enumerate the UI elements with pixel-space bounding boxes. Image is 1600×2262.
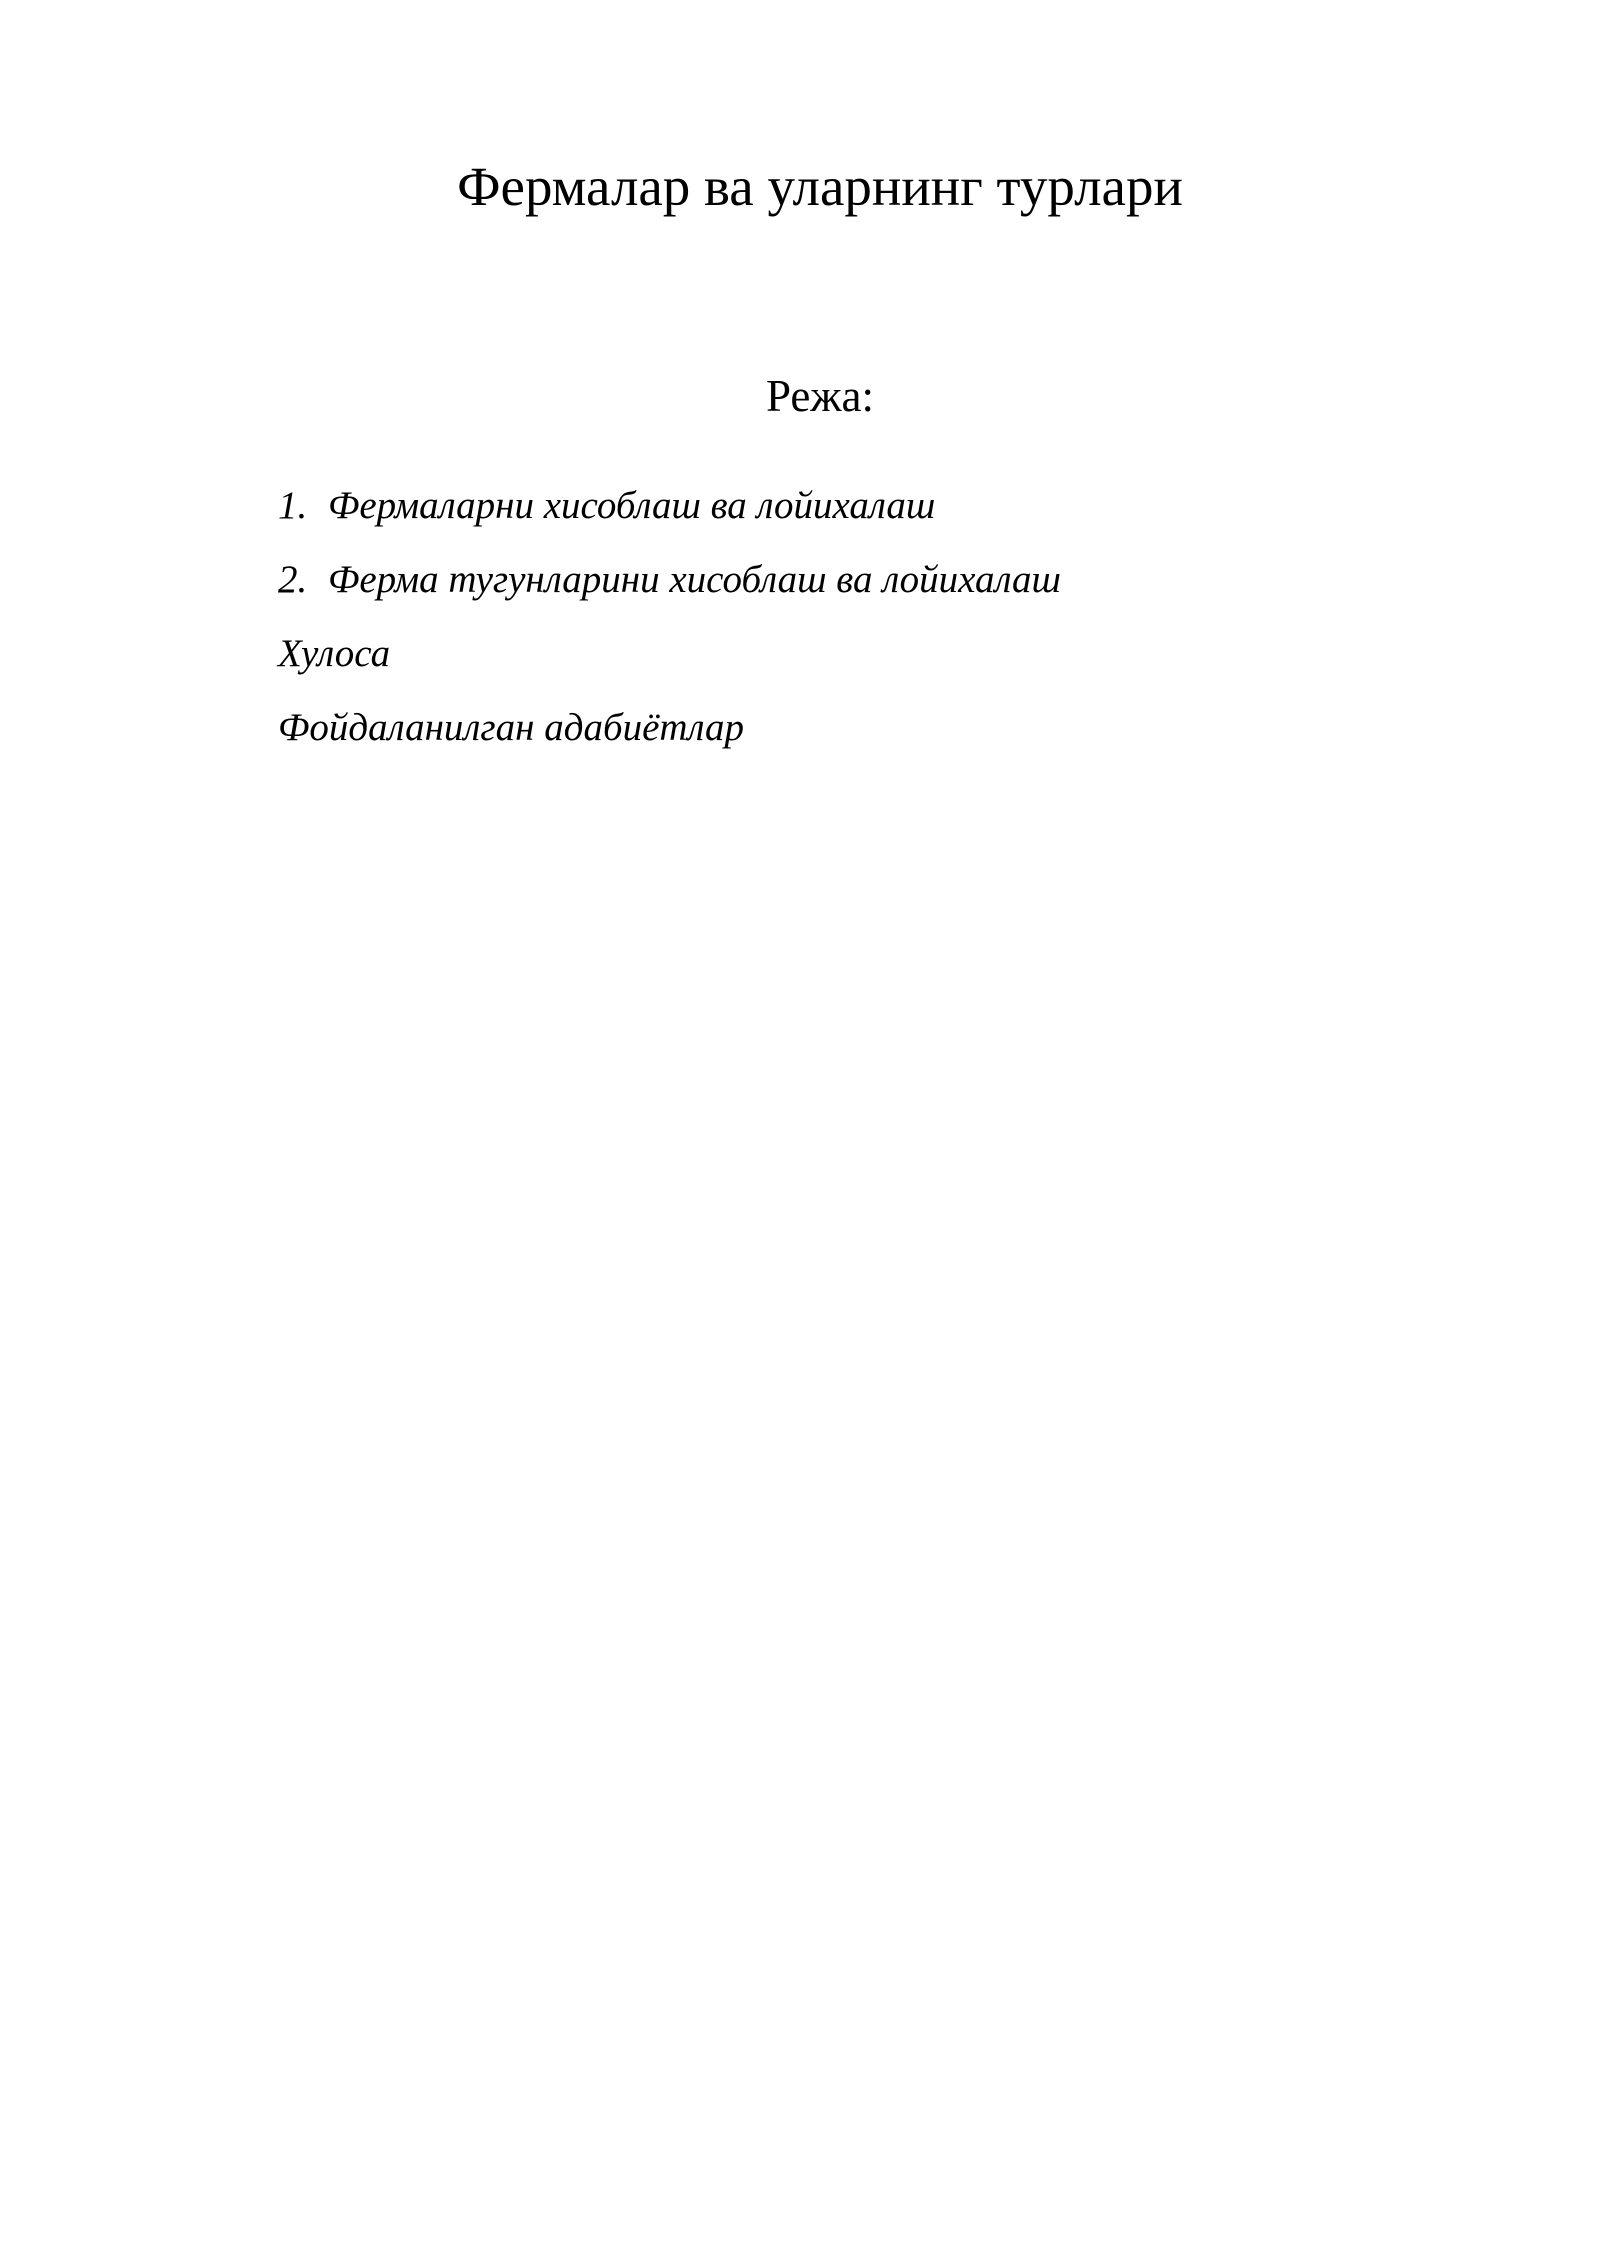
plan-item-text: Ферма тугунларини хисоблаш ва лойихалаш [328, 558, 1061, 601]
plan-list [278, 481, 1061, 777]
plan-item-number: 2. [278, 558, 308, 601]
document-title: Фермалар ва уларнинг турлари [457, 156, 1183, 217]
plan-item [278, 555, 1061, 629]
plan-item [278, 703, 1061, 777]
plan-item-text: Хулоса [278, 632, 391, 675]
plan-item-number: 1. [278, 484, 308, 527]
plan-item [278, 481, 1061, 555]
plan-item [278, 629, 1061, 703]
plan-heading: Режа: [766, 371, 874, 421]
plan-item-text: Фойдаланилган адабиётлар [278, 706, 745, 749]
plan-item-text: Фермаларни хисоблаш ва лойихалаш [328, 484, 936, 527]
